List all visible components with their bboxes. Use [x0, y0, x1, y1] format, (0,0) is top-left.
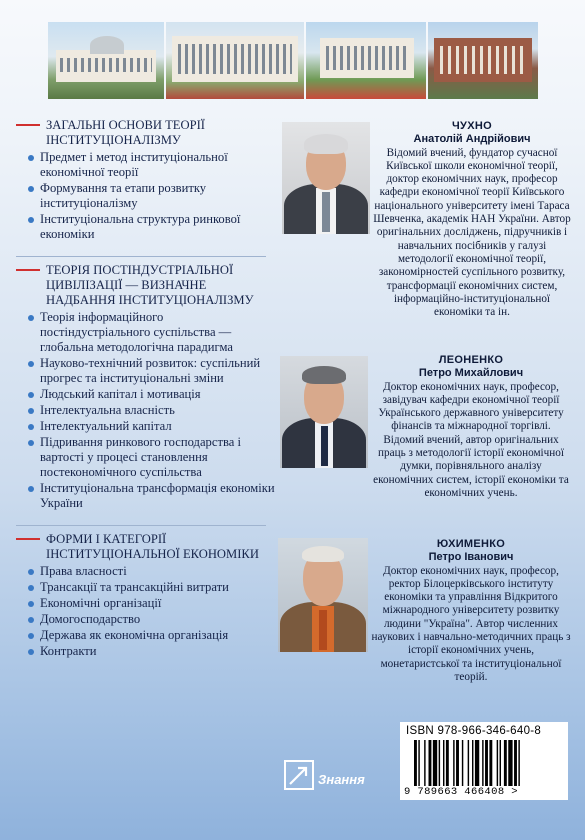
- list-item: Інтелектуальна власність: [16, 403, 276, 418]
- list-item: Держава як економічна організація: [16, 628, 276, 643]
- list-item: Економічні організації: [16, 596, 276, 611]
- barcode-stripe: [497, 740, 498, 786]
- barcode-stripe: [482, 740, 483, 786]
- author-name: Петро Іванович: [428, 551, 514, 564]
- list-item: Права власності: [16, 564, 276, 579]
- author-bio-yukhymenko: [370, 538, 572, 684]
- author-surname: ЮХИМЕНКО: [436, 538, 506, 550]
- barcode-stripe: [514, 740, 517, 786]
- list-item: Інституціональна структура ринкової економіки: [16, 212, 276, 242]
- section-heading: ЗАГАЛЬНІ ОСНОВИ ТЕОРІЇ ІНСТИТУЦІОНАЛІЗМУ: [16, 118, 276, 148]
- list-item: Людський капітал і мотивація: [16, 387, 276, 402]
- barcode-stripe: [518, 740, 519, 786]
- author-description: Відомий вчений, фундатор сучасної Київської школи економічної теорії, доктор економічних наук, професор кафедри економічної теорії Київського національного університету імені Тараса Шевченка, академік НАН України. Автор оригінальних досліджень, підручників і навчальних посібників у галузі методології економічної теорії, закономірностей суспільного розвитку, трансформації економічних систем, інформаційно-інституціональної економіки та ін.: [373, 146, 571, 319]
- barcode: [414, 740, 558, 786]
- building-photo-3: [306, 22, 426, 99]
- list-item: Інституціональна трансформація економіки України: [16, 481, 276, 511]
- author-photo-chukhno: [282, 122, 370, 234]
- barcode-stripe: [453, 740, 454, 786]
- author-photo-yukhymenko: [278, 538, 368, 652]
- list-item: Підривання ринкового господарства і вартості у процесі становлення постекономічного суспільства: [16, 435, 276, 480]
- barcode-stripe: [418, 740, 419, 786]
- building-photo-4: [428, 22, 538, 99]
- barcode-stripe: [508, 740, 512, 786]
- contents-section-1: [16, 118, 276, 242]
- barcode-block: [400, 722, 568, 800]
- author-photo-leonenko: [280, 356, 368, 468]
- author-surname: ЛЕОНЕНКО: [438, 354, 504, 366]
- barcode-stripe: [424, 740, 425, 786]
- barcode-stripe: [429, 740, 432, 786]
- list-item: Контракти: [16, 644, 276, 659]
- building-photo-2: [166, 22, 304, 99]
- list-item: Домогосподарство: [16, 612, 276, 627]
- barcode-stripe: [485, 740, 488, 786]
- author-bio-chukhno: [372, 120, 572, 319]
- barcode-stripe: [456, 740, 459, 786]
- barcode-stripe: [504, 740, 507, 786]
- building-photo-strip: [48, 22, 538, 99]
- publisher-logo-mark: [284, 760, 314, 790]
- author-surname: ЧУХНО: [452, 120, 492, 132]
- divider: [16, 525, 266, 526]
- barcode-stripe: [468, 740, 469, 786]
- barcode-stripe: [462, 740, 463, 786]
- publisher-name: Знання: [318, 772, 365, 787]
- list-item: Науково-технічний розвиток: суспільний прогрес та інституціональні зміни: [16, 356, 276, 386]
- list-item: Трансакції та трансакційні витрати: [16, 580, 276, 595]
- barcode-stripe: [443, 740, 444, 786]
- list-item: Формування та етапи розвитку інституціоналізму: [16, 181, 276, 211]
- section-heading: ТЕОРІЯ ПОСТІНДУСТРІАЛЬНОЇ ЦИВІЛІЗАЦІЇ — ВИЗНАЧНЕ НАДБАННЯ ІНСТИТУЦІОНАЛІЗМУ: [16, 263, 276, 308]
- barcode-stripe: [414, 740, 417, 786]
- barcode-stripe: [475, 740, 479, 786]
- barcode-stripe: [439, 740, 440, 786]
- author-description: Доктор економічних наук, професор, ректор Білоцерківського інституту економіки та управління Відкритого міжнародного університету розвитку людини "Україна". Автор численних наукових і навчально-методичних праць з історії економічних учень, монетаристської та інституціональної теорій.: [371, 564, 571, 683]
- list-item: Інтелектуальний капітал: [16, 419, 276, 434]
- barcode-stripe: [446, 740, 449, 786]
- barcode-number: 9 789663 466408 >: [404, 786, 518, 798]
- contents-column: [16, 118, 276, 673]
- logo-arrow-icon: [286, 762, 312, 788]
- divider: [16, 256, 266, 257]
- list-item: Теорія інформаційного постіндустріального суспільства — глобальна методологічна парадигма: [16, 310, 276, 355]
- list-item: Предмет і метод інституціональної економічної теорії: [16, 150, 276, 180]
- isbn-text: ISBN 978-966-346-640-8: [406, 725, 542, 737]
- barcode-stripe: [500, 740, 501, 786]
- author-name: Анатолій Андрійович: [413, 133, 531, 146]
- publisher-logo: [284, 760, 394, 796]
- contents-section-2: [16, 263, 276, 511]
- author-description: Доктор економічних наук, професор, завідувач кафедри економічної теорії Українського державного університету фінансів та міжнародної торгівлі. Відомий вчений, автор оригінальних праць з методології історії економічної думки, порівняльного аналізу економічних систем, історії економіки та економічних учень.: [373, 380, 569, 499]
- contents-section-3: [16, 532, 276, 659]
- author-name: Петро Михайлович: [418, 367, 524, 380]
- building-photo-1: [48, 22, 164, 99]
- section-heading: ФОРМИ І КАТЕГОРІЇ ІНСТИТУЦІОНАЛЬНОЇ ЕКОНОМІКИ: [16, 532, 276, 562]
- barcode-stripe: [472, 740, 473, 786]
- author-bio-leonenko: [370, 354, 572, 500]
- barcode-stripe: [489, 740, 492, 786]
- barcode-stripe: [433, 740, 437, 786]
